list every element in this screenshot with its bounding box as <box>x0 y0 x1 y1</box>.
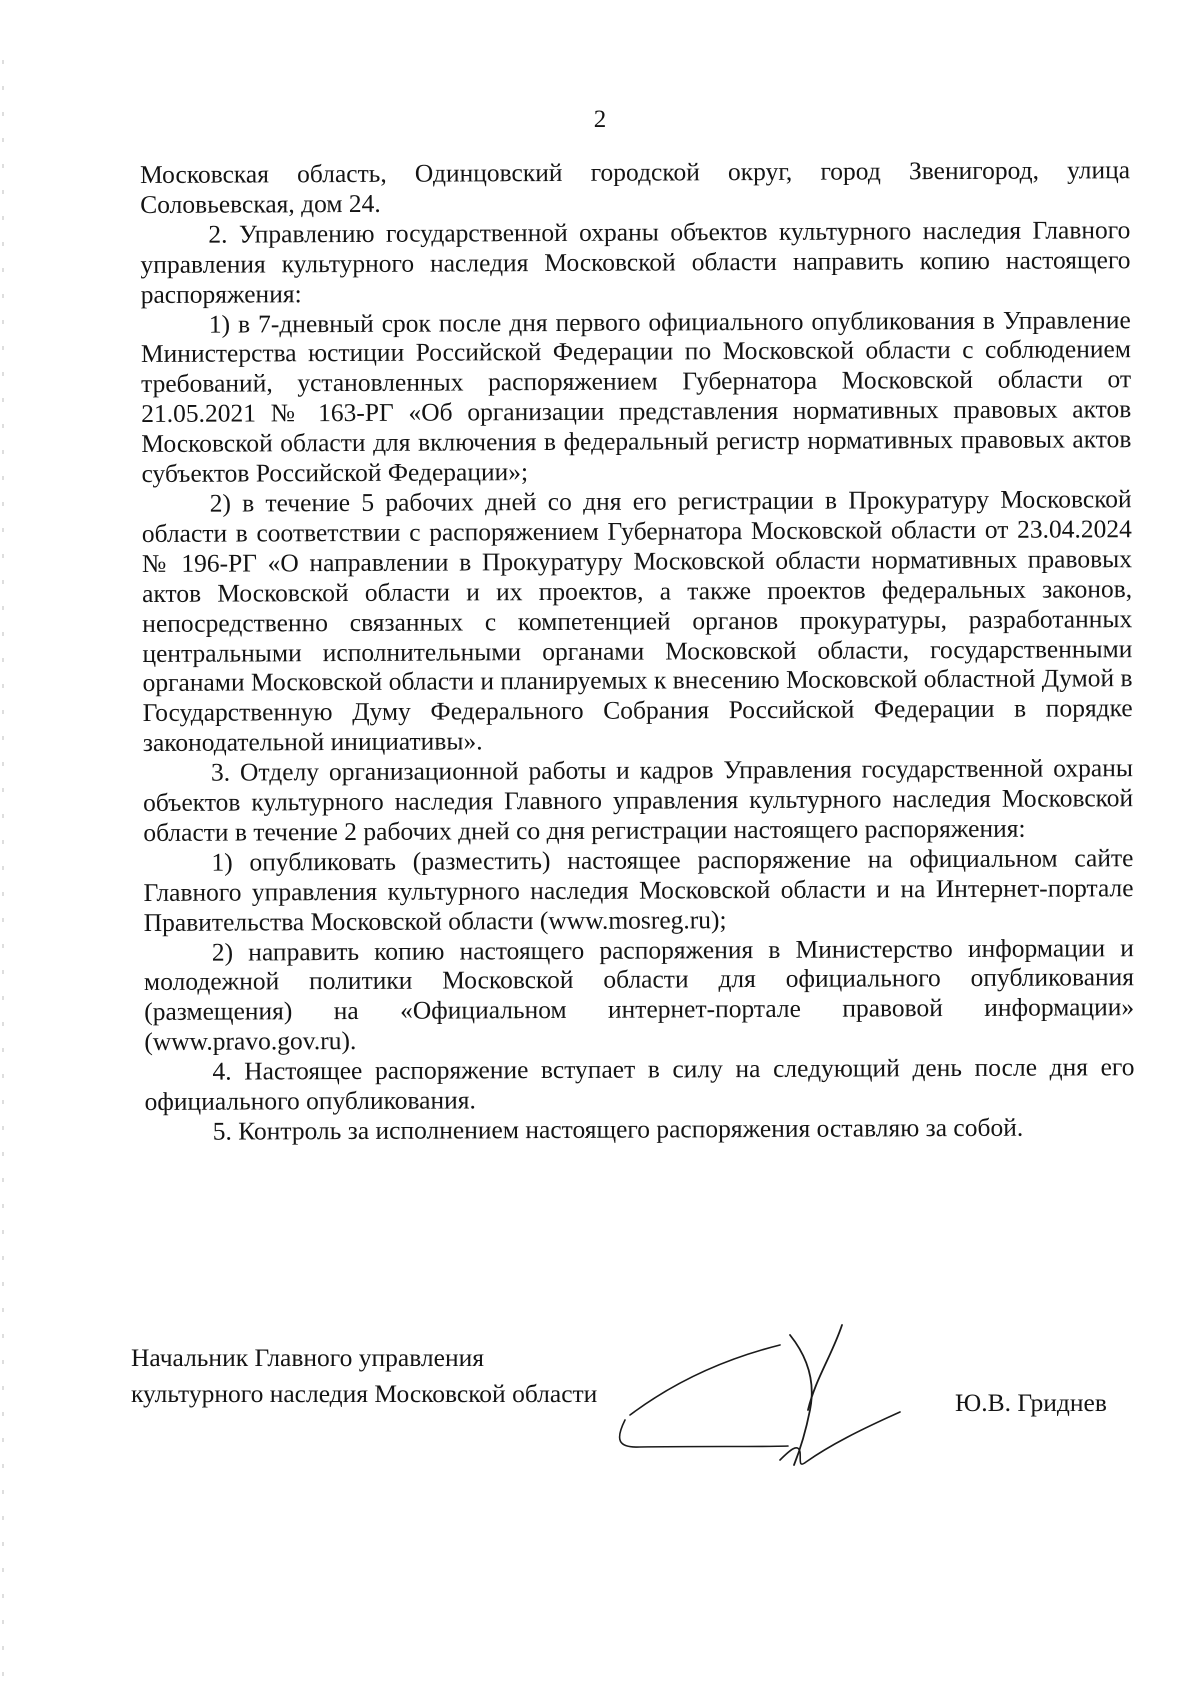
signer-position <box>131 1340 597 1412</box>
paragraph-address: Московская область, Одинцовский городской округ, город Звенигород, улица Соловьевская, дом 24. <box>140 155 1131 219</box>
handwritten-signature <box>610 1300 910 1480</box>
paragraph-item-3-2: 2) направить копию настоящего распоряжения в Министерство информации и молодежной политики Московской области для официального опубликования (размещения) на «Официальном интернет-портале правовой информации» (www.pravo.gov.ru). <box>143 932 1135 1057</box>
paragraph-item-4: 4. Настоящее распоряжение вступает в силу на следующий день после дня его официального опубликования. <box>144 1052 1135 1117</box>
paragraph-item-3: 3. Отделу организационной работы и кадров Управления государственной охраны объектов культурного наследия Главного управления культурного наследия Московской области в течение 2 рабочих дней со дня регистрации настоящего распоряжения: <box>143 753 1134 847</box>
signer-position-line-1: Начальник Главного управления <box>131 1343 484 1372</box>
paragraph-item-2: 2. Управлению государственной охраны объектов культурного наследия Главного управления культурного наследия Московской области направить копию настоящего распоряжения: <box>140 214 1131 309</box>
paragraph-item-5: 5. Контроль за исполнением настоящего распоряжения оставляю за собой. <box>212 1112 1024 1146</box>
paragraph-item-2-1: 1) в 7-дневный срок после дня первого официального опубликования в Управление Министерства юстиции Российской Федерации по Московской области с соблюдением требований, установленных распоряжением Губернатора Московской области от 21.05.2021 № 163-РГ «Об организации представления нормативных правовых актов Московской области для включения в федеральный регистр нормативных правовых актов субъектов Российской Федерации»; <box>140 304 1132 489</box>
signer-name: Ю.В. Гриднев <box>955 1388 1107 1417</box>
paragraph-item-3-1: 1) опубликовать (разместить) настоящее распоряжение на официальном сайте Главного управления культурного наследия Московской области и на Интернет-портале Правительства Московской области (www.mosreg.ru); <box>143 842 1134 937</box>
signer-position-line-2: культурного наследия Московской области <box>131 1379 598 1408</box>
page-number: 2 <box>593 106 607 133</box>
paragraph-item-2-2: 2) в течение 5 рабочих дней со дня его регистрации в Прокуратуру Московской области в соответствии с распоряжением Губернатора Московской области от 23.04.2024 № 196-РГ «О направлении в Прокуратуру Московской области нормативных правовых актов Московской области и их проектов, а также проектов федеральных законов, непосредственно связанных с компетенцией органов прокуратуры, разработанных центральными исполнительными органами Московской области, государственными органами Московской области и планируемых к внесению Московской областной Думой в Государственную Думу Федерального Собрания Российской Федерации в порядке законодательной инициативы». <box>141 484 1133 758</box>
